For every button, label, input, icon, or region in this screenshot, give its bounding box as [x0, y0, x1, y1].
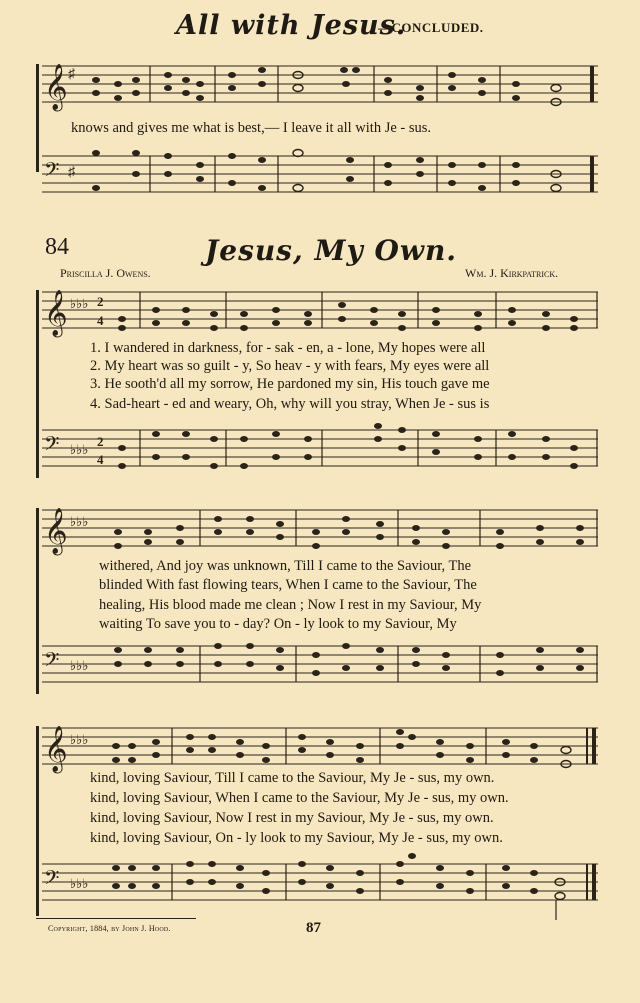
system3-verse-4-text: kind, loving Saviour, On - ly look to my Saviour, My Je - sus, my own. — [90, 830, 503, 846]
system3-verse-2-text: kind, loving Saviour, When I came to the Saviour, My Je - sus, my own. — [90, 790, 509, 806]
prev-hymn-concluded-label: —CONCLUDED. — [378, 20, 484, 35]
hymn-title: Jesus, My Own. — [205, 234, 458, 267]
hymn-composer: Wm. J. Kirkpatrick. — [465, 266, 559, 280]
system1-verse-3-text: 3. He sooth'd all my sorrow, He pardoned my sin, His touch gave me — [90, 376, 490, 392]
system2-treble-staff — [0, 502, 640, 562]
hymn-number: 84 — [45, 234, 69, 260]
prev-hymn-bass-staff — [0, 150, 640, 210]
system3-verse-1-text: kind, loving Saviour, Till I came to the Saviour, My Je - sus, my own. — [90, 770, 495, 786]
svg-text:2: 2 — [97, 294, 104, 309]
svg-text:𝄢: 𝄢 — [44, 866, 60, 894]
system2-verse-4-text: waiting To save you to - day? On - ly look to my Saviour, My — [99, 616, 457, 632]
footer-rule — [36, 918, 196, 919]
system1-verse-1-text: 1. I wandered in darkness, for - sak - en, a - lone, My hopes were all — [90, 340, 486, 356]
svg-text:𝄞: 𝄞 — [44, 64, 68, 110]
prev-hymn-treble-staff — [0, 58, 640, 118]
hymn-author: Priscilla J. Owens. — [60, 266, 151, 280]
svg-text:♭♭♭: ♭♭♭ — [70, 514, 89, 529]
svg-text:𝄞: 𝄞 — [44, 508, 68, 554]
system1-verse-2-text: 2. My heart was so guilt - y, So heav - y with fears, My eyes were all — [90, 358, 490, 374]
svg-text:♯: ♯ — [68, 165, 75, 180]
svg-text:4: 4 — [97, 452, 104, 467]
svg-text:♭♭♭: ♭♭♭ — [70, 876, 89, 891]
svg-text:4: 4 — [97, 313, 104, 328]
svg-text:♭♭♭: ♭♭♭ — [70, 658, 89, 673]
system3-verse-3-text: kind, loving Saviour, Now I rest in my Saviour, My Je - sus, my own. — [90, 810, 494, 826]
system1-verse-4-text: 4. Sad-heart - ed and weary, Oh, why will you stray, When Je - sus is — [90, 396, 490, 412]
svg-text:𝄞: 𝄞 — [44, 726, 68, 772]
svg-text:♯: ♯ — [68, 67, 75, 82]
svg-text:𝄢: 𝄢 — [44, 648, 60, 676]
system2-verse-2-text: blinded With fast flowing tears, When I came to the Saviour, The — [99, 577, 477, 593]
system2-verse-1-text: withered, And joy was unknown, Till I came to the Saviour, The — [99, 558, 472, 574]
system2-verse-3-text: healing, His blood made me clean ; Now I rest in my Saviour, My — [99, 597, 482, 613]
system1-bass-staff — [0, 422, 640, 492]
svg-text:♭♭♭: ♭♭♭ — [70, 442, 89, 457]
prev-hymn-lyric-text: knows and gives me what is best,— I leave it all with Je - sus. — [71, 120, 432, 136]
svg-text:𝄞: 𝄞 — [44, 290, 68, 336]
system2-bass-staff — [0, 640, 640, 700]
page-number: 87 — [306, 920, 321, 936]
svg-text:♭♭♭: ♭♭♭ — [70, 296, 89, 311]
svg-text:𝄢: 𝄢 — [44, 158, 60, 186]
copyright-notice: Copyright, 1884, by John J. Hood. — [48, 924, 171, 933]
svg-text:2: 2 — [97, 434, 104, 449]
system1-treble-staff — [0, 282, 640, 342]
svg-text:𝄢: 𝄢 — [44, 432, 60, 460]
prev-hymn-title: All with Jesus. — [176, 10, 407, 41]
svg-text:♭♭♭: ♭♭♭ — [70, 732, 89, 747]
